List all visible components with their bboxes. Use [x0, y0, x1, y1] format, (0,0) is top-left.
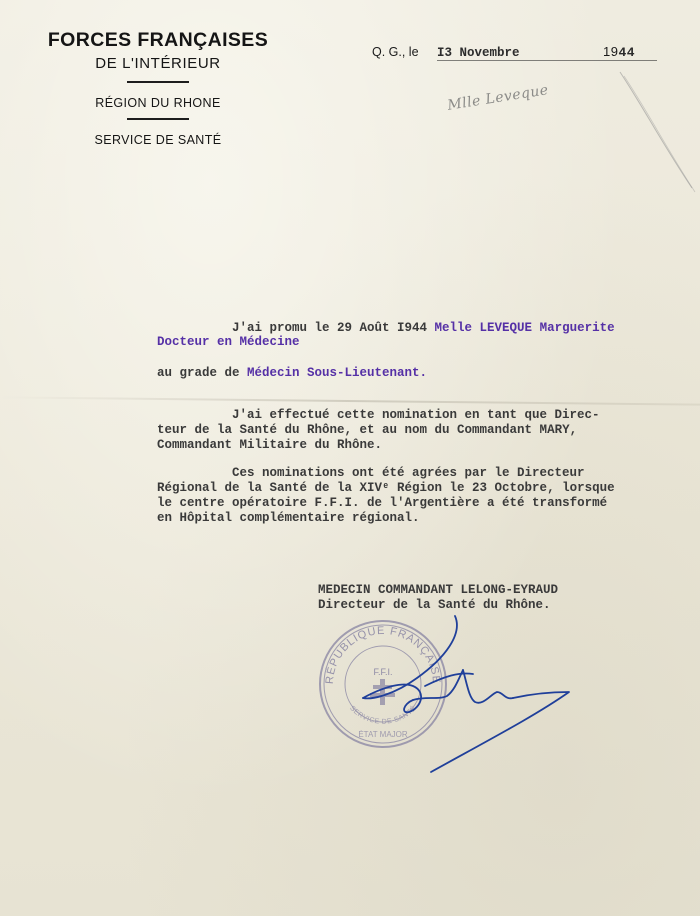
handwritten-signature	[355, 612, 585, 782]
body-line: J'ai effectué cette nomination en tant que Direc-	[232, 408, 600, 422]
grade-title: Médecin Sous-Lieutenant.	[247, 366, 428, 380]
handwritten-note: Mlle Leveque	[446, 82, 550, 114]
signatory-title: Directeur de la Santé du Rhône.	[318, 598, 551, 612]
stamp-outer-text: RÉPUBLIQUE FRANÇAISE	[323, 624, 443, 685]
letterhead	[20, 28, 296, 148]
stamp-lower-text: SERVICE DE SANTÉ	[348, 704, 418, 726]
date-year-printed: 19	[603, 44, 619, 59]
body-line: teur de la Santé du Rhône, et au nom du Commandant MARY,	[157, 423, 578, 437]
letterhead-title: FORCES FRANÇAISES	[47, 29, 269, 51]
paper-fold-line	[0, 396, 700, 405]
body-line	[232, 321, 615, 335]
body-line: le centre opératoire F.F.I. de l'Argentière a été transformé	[157, 496, 608, 510]
pencil-mark	[600, 60, 700, 200]
promoted-person: Melle LEVEQUE Marguerite	[434, 321, 615, 335]
letterhead-service: SERVICE DE SANTÉ	[94, 133, 222, 147]
grade-prefix: au grade de	[157, 366, 248, 380]
letterhead-region: RÉGION DU RHONE	[95, 96, 221, 110]
letterhead-divider	[127, 81, 189, 83]
signatory-name: MEDECIN COMMANDANT LELONG-EYRAUD	[318, 583, 559, 597]
date-year-typed: 44	[618, 45, 636, 60]
letterhead-divider	[127, 118, 189, 120]
date-day-month: I3 Novembre	[437, 46, 520, 60]
letterhead-subtitle: DE L'INTÉRIEUR	[95, 55, 221, 72]
body-line	[157, 366, 427, 380]
stamp-bottom-text: ÉTAT MAJOR	[358, 730, 408, 739]
date-prefix: Q. G., le	[372, 45, 419, 59]
body-line: Commandant Militaire du Rhône.	[157, 438, 383, 452]
signatory-block	[318, 583, 558, 613]
promotion-date-text: J'ai promu le 29 Août I944	[232, 321, 435, 335]
stamp-inner-text: F.F.I.	[373, 667, 393, 677]
body-line: en Hôpital complémentaire régional.	[157, 511, 420, 525]
date-line	[372, 44, 658, 60]
date-underline	[437, 60, 657, 61]
body-line: Ces nominations ont été agrées par le Directeur	[232, 466, 585, 480]
promoted-qualification: Docteur en Médecine	[157, 335, 300, 349]
body-line: Régional de la Santé de la XIVᵉ Région le 23 Octobre, lorsque	[157, 481, 615, 495]
